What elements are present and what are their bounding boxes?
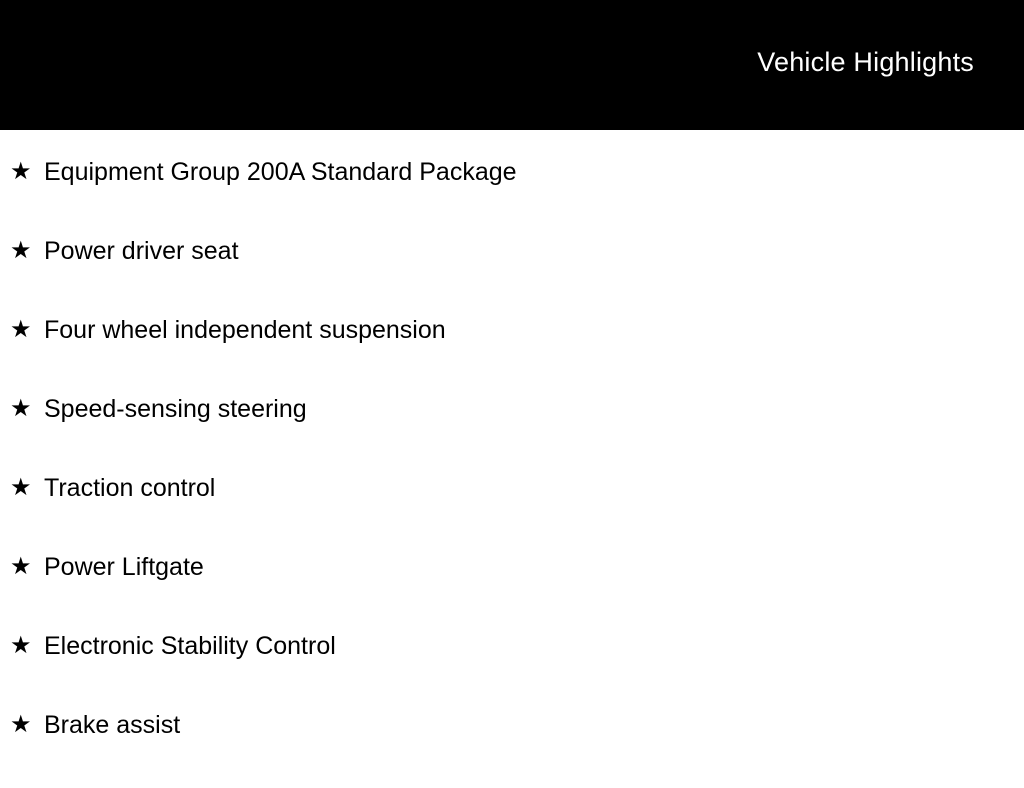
list-item-label: Power driver seat [44,237,239,265]
list-item [0,551,1024,630]
star-icon: ★ [10,632,32,659]
list-item-label: Speed-sensing steering [44,395,307,423]
list-item-label: Electronic Stability Control [44,632,336,660]
list-item [0,235,1024,314]
vehicle-highlights-list [0,130,1024,788]
star-icon: ★ [10,316,32,343]
list-item-label: Equipment Group 200A Standard Package [44,158,517,186]
star-icon: ★ [10,711,32,738]
star-icon: ★ [10,237,32,264]
list-item [0,393,1024,472]
page-title: Vehicle Highlights [757,47,974,77]
header-bar [0,0,1024,130]
list-item [0,156,1024,235]
list-item-label: Four wheel independent suspension [44,316,446,344]
list-item [0,472,1024,551]
list-item [0,314,1024,393]
list-item-label: Traction control [44,474,216,502]
list-item-label: Brake assist [44,711,181,739]
star-icon: ★ [10,395,32,422]
list-item-label: Power Liftgate [44,553,204,581]
list-item [0,709,1024,788]
star-icon: ★ [10,553,32,580]
star-icon: ★ [10,474,32,501]
list-item [0,630,1024,709]
star-icon: ★ [10,158,32,185]
